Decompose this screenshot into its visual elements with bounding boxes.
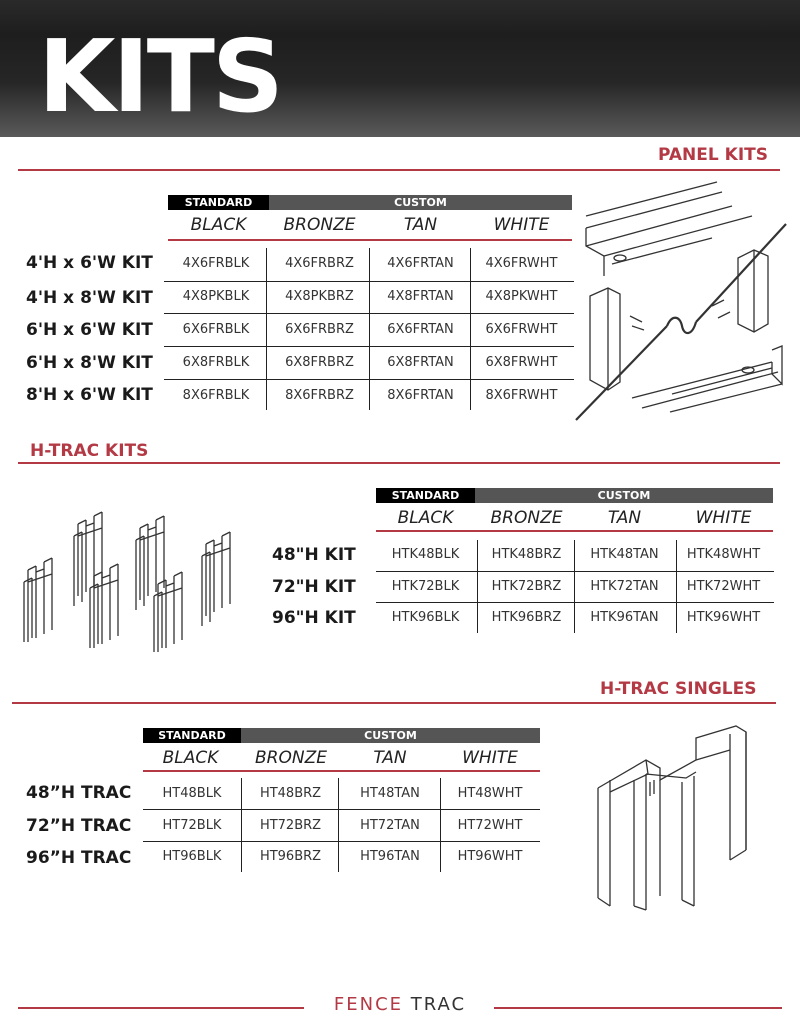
htrac-cell: HTK96BLK — [391, 610, 460, 625]
htrac-col-bronze: BRONZE — [490, 508, 563, 528]
singles-row-label: 48”H TRAC — [26, 783, 132, 803]
panel-cell: 6X8FRTAN — [387, 355, 454, 370]
htrac-cell: HTK72WHT — [686, 579, 761, 594]
grid-line — [376, 571, 774, 572]
panel-cell: 8X6FRBLK — [182, 388, 250, 403]
htrac-singles-title: H-TRAC SINGLES — [600, 679, 757, 699]
singles-col-tan: TAN — [373, 748, 407, 768]
htrac-cell: HTK96WHT — [686, 610, 761, 625]
page-title: KITS — [38, 18, 281, 135]
htrac-kit-illustration — [22, 496, 272, 654]
singles-cell: HT72WHT — [457, 818, 523, 833]
panel-cell: 8X6FRBRZ — [285, 388, 354, 403]
grid-line — [143, 809, 540, 810]
panel-custom-bar: CUSTOM — [269, 195, 572, 210]
htrac-kits-title: H-TRAC KITS — [30, 441, 149, 461]
panel-header-rule — [168, 239, 572, 241]
panel-col-white: WHITE — [493, 215, 550, 235]
htrac-cell: HTK96TAN — [590, 610, 659, 625]
panel-col-black: BLACK — [190, 215, 247, 235]
panel-cell: 6X6FRWHT — [485, 322, 558, 337]
panel-cell: 6X8FRBLK — [182, 355, 250, 370]
htrac-cell: HTK48BRZ — [491, 547, 562, 562]
htrac-cell: HTK48TAN — [590, 547, 659, 562]
singles-cell: HT96TAN — [360, 849, 420, 864]
panel-kits-title: PANEL KITS — [658, 145, 768, 165]
panel-cell: 4X6FRBRZ — [285, 256, 354, 271]
htrac-header-rule — [376, 530, 773, 532]
singles-col-bronze: BRONZE — [255, 748, 327, 768]
panel-cell: 6X6FRBLK — [182, 322, 250, 337]
htrac-cell: HTK48WHT — [686, 547, 761, 562]
singles-custom-bar: CUSTOM — [241, 728, 540, 743]
htrac-col-white: WHITE — [695, 508, 752, 528]
htrac-cell: HTK96BRZ — [491, 610, 562, 625]
grid-line — [477, 540, 478, 633]
panel-row-label: 8'H x 6'W KIT — [26, 385, 153, 405]
panel-cell: 6X8FRWHT — [485, 355, 558, 370]
singles-standard-bar: STANDARD — [143, 728, 241, 743]
singles-cell: HT72BRZ — [259, 818, 322, 833]
singles-header-rule — [143, 770, 540, 772]
panel-row-label: 4'H x 8'W KIT — [26, 288, 153, 308]
singles-cell: HT96BLK — [162, 849, 222, 864]
htrac-row-label: 96"H KIT — [272, 608, 356, 628]
grid-line — [266, 248, 267, 410]
grid-line — [676, 540, 677, 633]
panel-cell: 4X8PKWHT — [485, 289, 558, 304]
htrac-single-illustration — [586, 720, 756, 916]
htrac-kits-rule — [18, 462, 780, 464]
grid-line — [470, 248, 471, 410]
panel-col-bronze: BRONZE — [283, 215, 356, 235]
singles-cell: HT48BRZ — [259, 786, 322, 801]
htrac-row-label: 48"H KIT — [272, 545, 356, 565]
singles-cell: HT96BRZ — [259, 849, 322, 864]
panel-col-tan: TAN — [403, 215, 438, 235]
htrac-row-label: 72"H KIT — [272, 577, 356, 597]
panel-row-label: 6'H x 8'W KIT — [26, 353, 153, 373]
grid-line — [574, 540, 575, 633]
panel-cell: 8X6FRWHT — [485, 388, 558, 403]
panel-kits-rule — [18, 169, 780, 171]
fence-trac-logo: FENCE TRAC — [333, 994, 467, 1015]
htrac-cell: HTK72TAN — [590, 579, 659, 594]
htrac-cell: HTK48BLK — [391, 547, 460, 562]
grid-line — [143, 841, 540, 842]
panel-cell: 4X8PKBLK — [182, 289, 250, 304]
grid-line — [369, 248, 370, 410]
panel-cell: 8X6FRTAN — [387, 388, 454, 403]
panel-cell: 6X6FRTAN — [387, 322, 454, 337]
footer-line-left — [18, 1007, 304, 1009]
singles-cell: HT48TAN — [360, 786, 420, 801]
htrac-cell: HTK72BLK — [391, 579, 460, 594]
singles-cell: HT48BLK — [162, 786, 222, 801]
panel-row-label: 4'H x 6'W KIT — [26, 253, 153, 273]
panel-standard-bar: STANDARD — [168, 195, 269, 210]
panel-kit-illustration — [572, 176, 790, 424]
panel-cell: 6X6FRBRZ — [285, 322, 354, 337]
panel-cell: 4X8FRTAN — [387, 289, 454, 304]
panel-cell: 6X8FRBRZ — [285, 355, 354, 370]
footer-line-right — [494, 1007, 782, 1009]
panel-cell: 4X6FRTAN — [387, 256, 454, 271]
grid-line — [338, 778, 339, 872]
htrac-col-tan: TAN — [607, 508, 642, 528]
htrac-singles-rule — [12, 702, 776, 704]
singles-col-black: BLACK — [162, 748, 219, 768]
panel-cell: 4X6FRBLK — [182, 256, 250, 271]
panel-cell: 4X8PKBRZ — [285, 289, 354, 304]
grid-line — [241, 778, 242, 872]
singles-row-label: 96”H TRAC — [26, 848, 132, 868]
htrac-custom-bar: CUSTOM — [475, 488, 773, 503]
page-header — [0, 0, 800, 137]
singles-cell: HT96WHT — [457, 849, 523, 864]
singles-col-white: WHITE — [462, 748, 518, 768]
htrac-standard-bar: STANDARD — [376, 488, 475, 503]
singles-cell: HT72BLK — [162, 818, 222, 833]
htrac-cell: HTK72BRZ — [491, 579, 562, 594]
panel-cell: 4X6FRWHT — [485, 256, 558, 271]
htrac-col-black: BLACK — [397, 508, 454, 528]
singles-cell: HT72TAN — [360, 818, 420, 833]
panel-row-label: 6'H x 6'W KIT — [26, 320, 153, 340]
grid-line — [440, 778, 441, 872]
singles-cell: HT48WHT — [457, 786, 523, 801]
singles-row-label: 72”H TRAC — [26, 816, 132, 836]
grid-line — [376, 602, 774, 603]
